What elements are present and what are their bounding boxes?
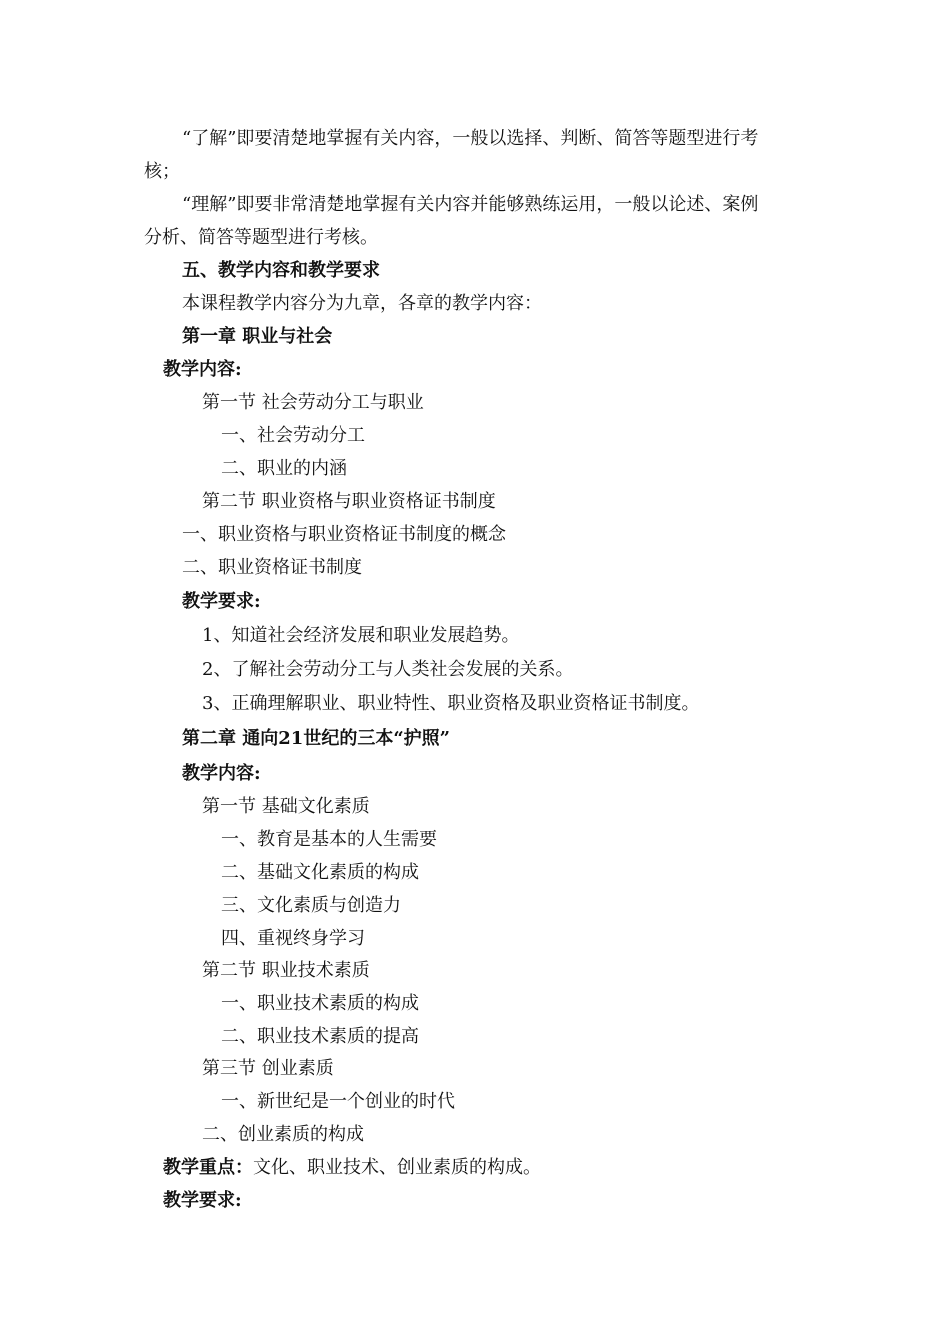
chapter2-section1-item3: 三、文化素质与创造力 (221, 895, 401, 916)
chapter1-section2-item1: 一、职业资格与职业资格证书制度的概念 (182, 524, 506, 545)
intro-text: 本课程教学内容分为九章，各章的教学内容： (182, 293, 542, 314)
chapter1-section1-item1: 一、社会劳动分工 (221, 425, 365, 446)
chapter1-req2: 2、了解社会劳动分工与人类社会发展的关系。 (202, 659, 574, 680)
chapter1-req1: 1、知道社会经济发展和职业发展趋势。 (202, 625, 520, 646)
section-heading-5: 五、教学内容和教学要求 (182, 260, 380, 281)
chapter2-section3: 第三节 创业素质 (202, 1058, 334, 1079)
chapter2-section3-item1: 一、新世纪是一个创业的时代 (221, 1091, 455, 1112)
chapter1-req3: 3、正确理解职业、职业特性、职业资格及职业资格证书制度。 (202, 693, 700, 714)
chapter2-key-label: 教学重点： (163, 1157, 253, 1178)
chapter1-section1-item2: 二、职业的内涵 (221, 458, 347, 479)
chapter2-section1-item1: 一、教育是基本的人生需要 (221, 829, 437, 850)
paragraph-understand-cont: 核； (144, 161, 180, 182)
chapter2-title: 第二章 通向21世纪的三本“护照” (182, 728, 451, 749)
chapter2-section3-item2: 二、创业素质的构成 (202, 1124, 364, 1145)
chapter1-req-label: 教学要求: (182, 591, 261, 612)
chapter2-req-label: 教学要求: (163, 1190, 242, 1211)
chapter2-section2: 第二节 职业技术素质 (202, 960, 370, 981)
chapter2-key-points (163, 1156, 541, 1180)
chapter2-section1-item4: 四、重视终身学习 (221, 928, 365, 949)
chapter1-content-label: 教学内容: (163, 359, 242, 380)
chapter2-section1: 第一节 基础文化素质 (202, 796, 370, 817)
chapter1-section2-item2: 二、职业资格证书制度 (182, 557, 362, 578)
chapter2-key-text: 文化、职业技术、创业素质的构成。 (253, 1157, 541, 1178)
paragraph-understand: “了解”即要清楚地掌握有关内容，一般以选择、判断、简答等题型进行考 (182, 128, 759, 149)
chapter2-section1-item2: 二、基础文化素质的构成 (221, 862, 419, 883)
chapter1-section2: 第二节 职业资格与职业资格证书制度 (202, 491, 496, 512)
chapter2-content-label: 教学内容: (182, 763, 261, 784)
chapter2-section2-item2: 二、职业技术素质的提高 (221, 1026, 419, 1047)
paragraph-comprehend-cont: 分析、简答等题型进行考核。 (144, 227, 378, 248)
chapter1-section1: 第一节 社会劳动分工与职业 (202, 392, 424, 413)
paragraph-comprehend: “理解”即要非常清楚地掌握有关内容并能够熟练运用，一般以论述、案例 (182, 194, 759, 215)
chapter1-title: 第一章 职业与社会 (182, 326, 333, 347)
chapter2-section2-item1: 一、职业技术素质的构成 (221, 993, 419, 1014)
